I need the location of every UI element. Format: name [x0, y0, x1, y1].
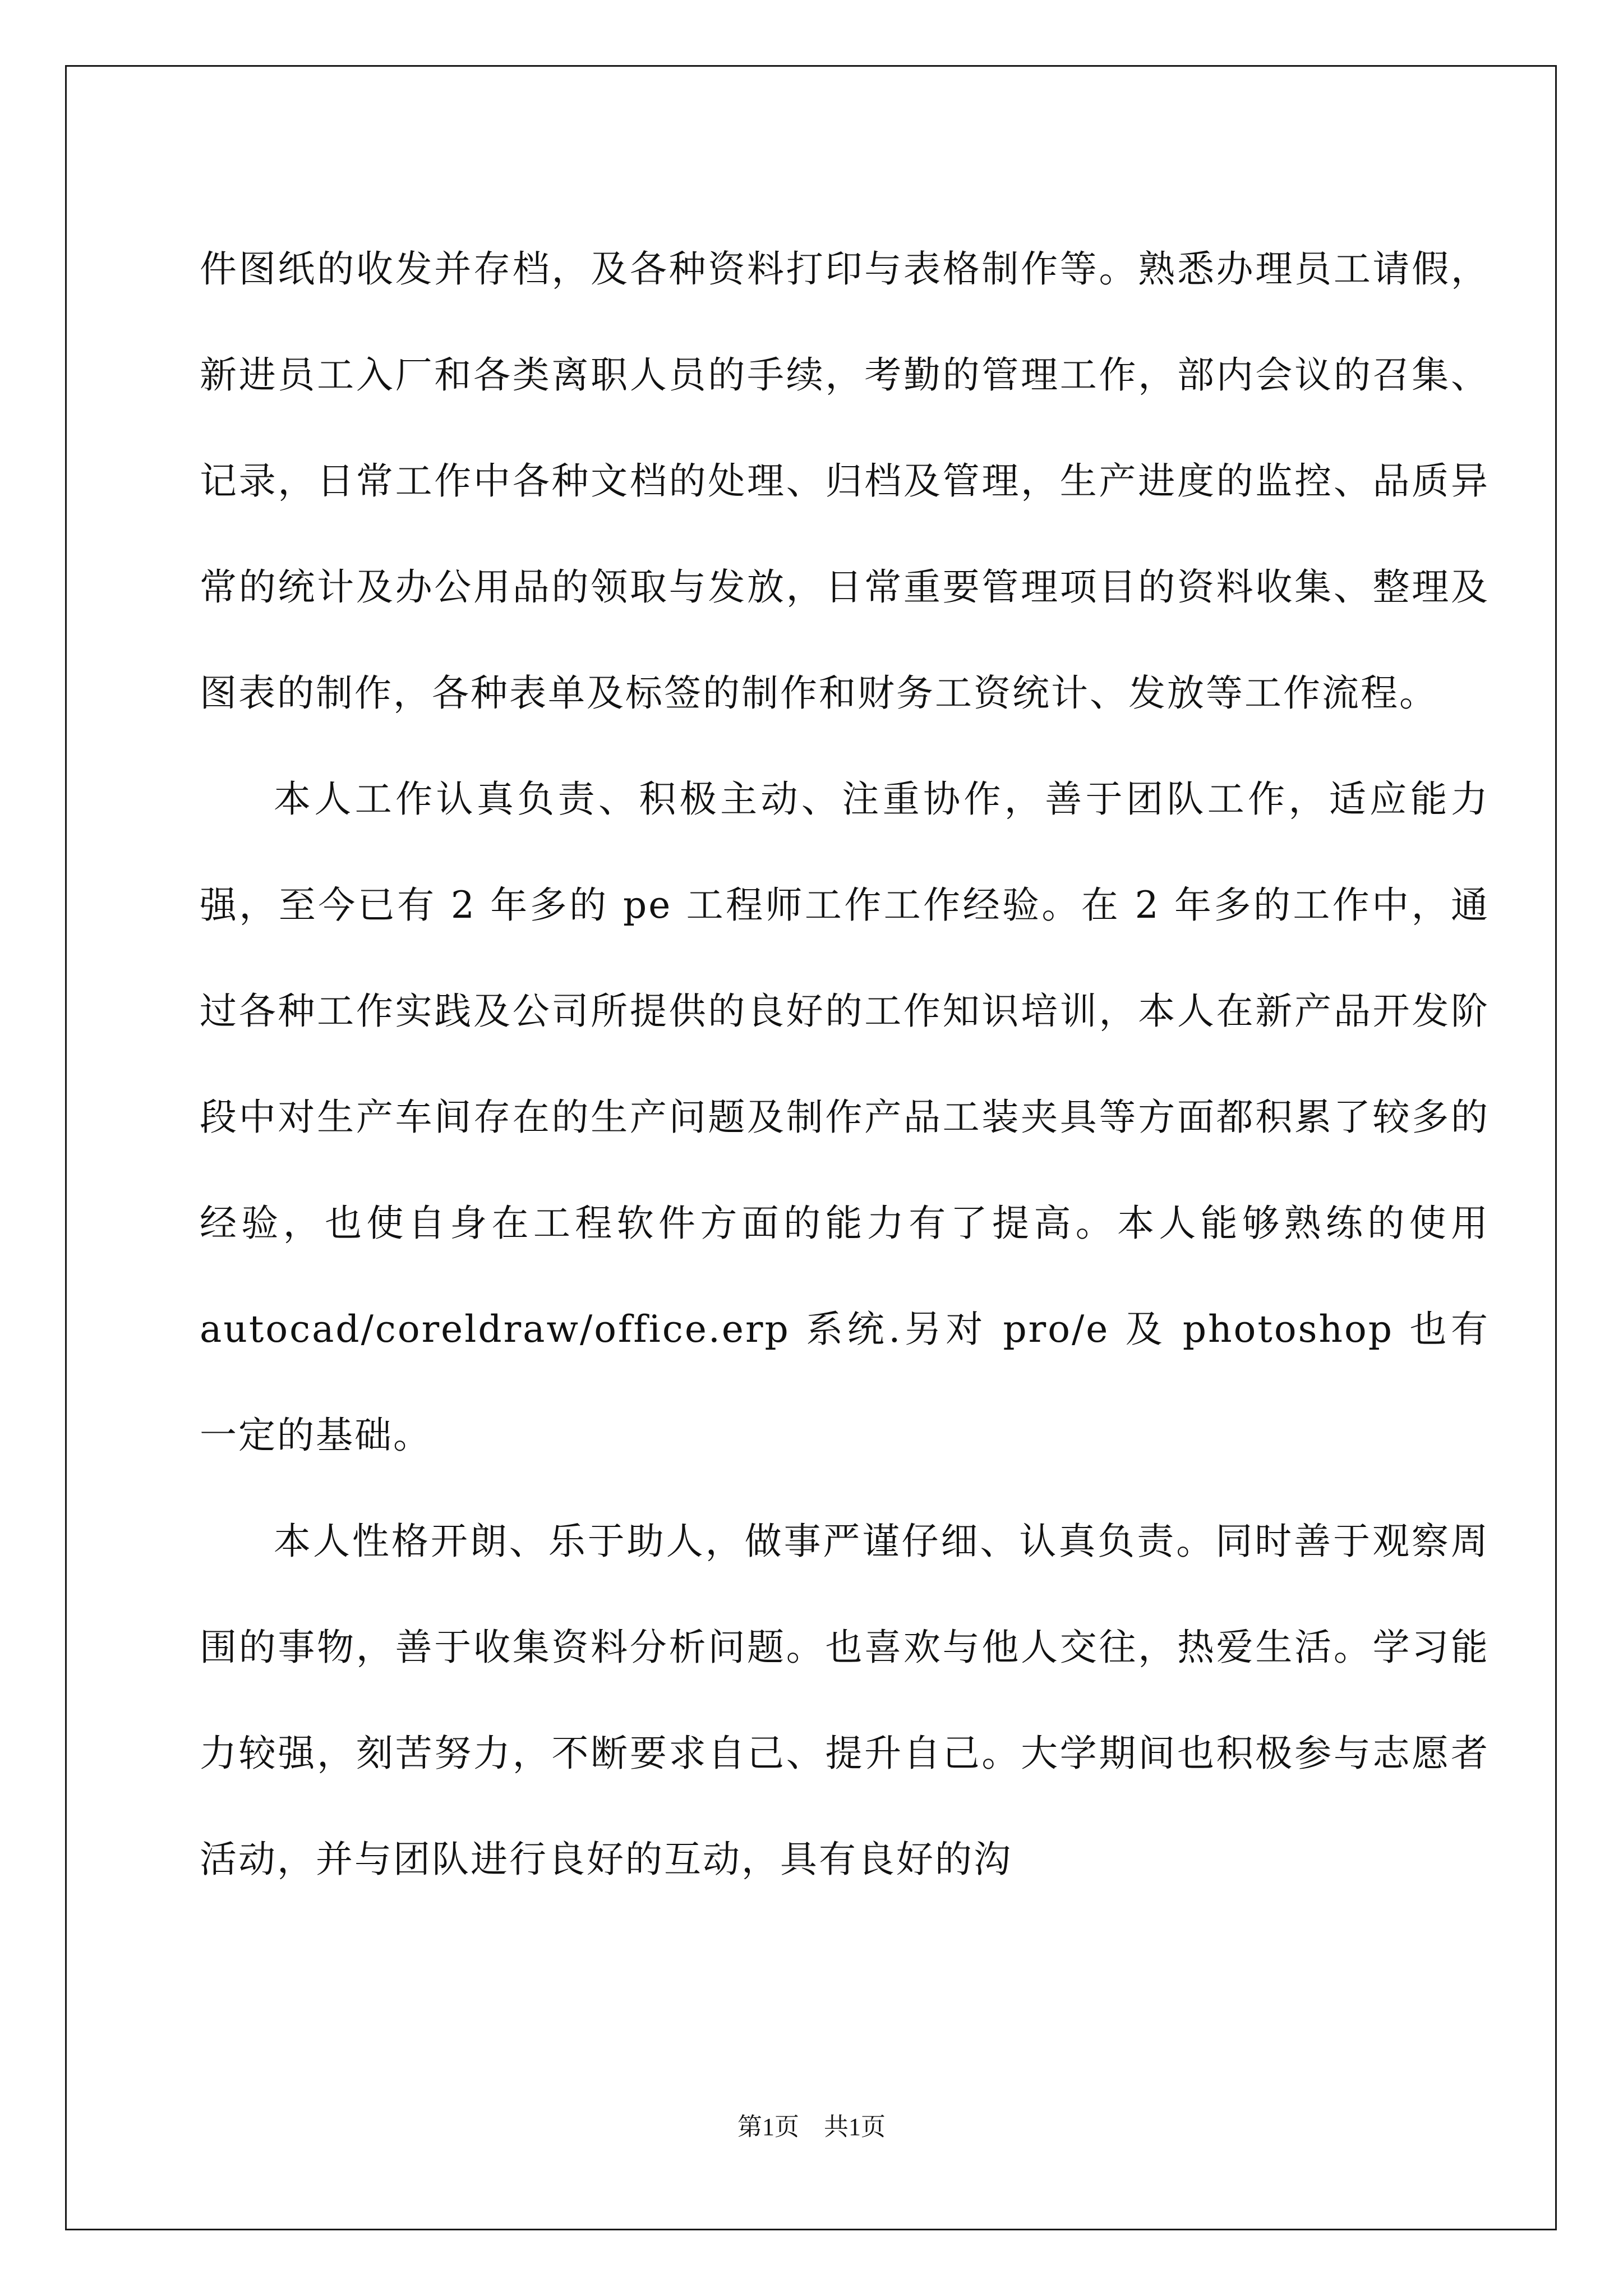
page-total: 共1页	[824, 2113, 886, 2141]
paragraph-2: 本人工作认真负责、积极主动、注重协作，善于团队工作，适应能力强，至今已有 2 年多的 pe 工程师工作工作经验。在 2 年多的工作中，通过各种工作实践及公司所提供的良好的工作知识培训，本人在新产品开发阶段中对生产车间存在的生产问题及制作产品工装夹具等方面都积累了较多的经验，也使自身在工程软件方面的能力有了提高。本人能够熟练的使用 autocad/coreldraw/office.erp 系统.另对 pro/e 及 photoshop 也有一定的基础。	[200, 777, 1490, 1457]
page-footer	[0, 2106, 1623, 2142]
paragraph-3: 本人性格开朗、乐于助人，做事严谨仔细、认真负责。同时善于观察周围的事物，善于收集资料分析问题。也喜欢与他人交往，热爱生活。学习能力较强，刻苦努力，不断要求自己、提升自己。大学期间也积极参与志愿者活动，并与团队进行良好的互动，具有良好的沟	[200, 1520, 1490, 1881]
paragraph-1: 件图纸的收发并存档，及各种资料打印与表格制作等。熟悉办理员工请假，新进员工入厂和各类离职人员的手续，考勤的管理工作，部内会议的召集、记录，日常工作中各种文档的处理、归档及管理，生产进度的监控、品质异常的统计及办公用品的领取与发放，日常重要管理项目的资料收集、整理及图表的制作，各种表单及标签的制作和财务工资统计、发放等工作流程。	[200, 247, 1490, 715]
page-number: 第1页	[737, 2113, 799, 2141]
document-body	[200, 216, 1490, 1912]
